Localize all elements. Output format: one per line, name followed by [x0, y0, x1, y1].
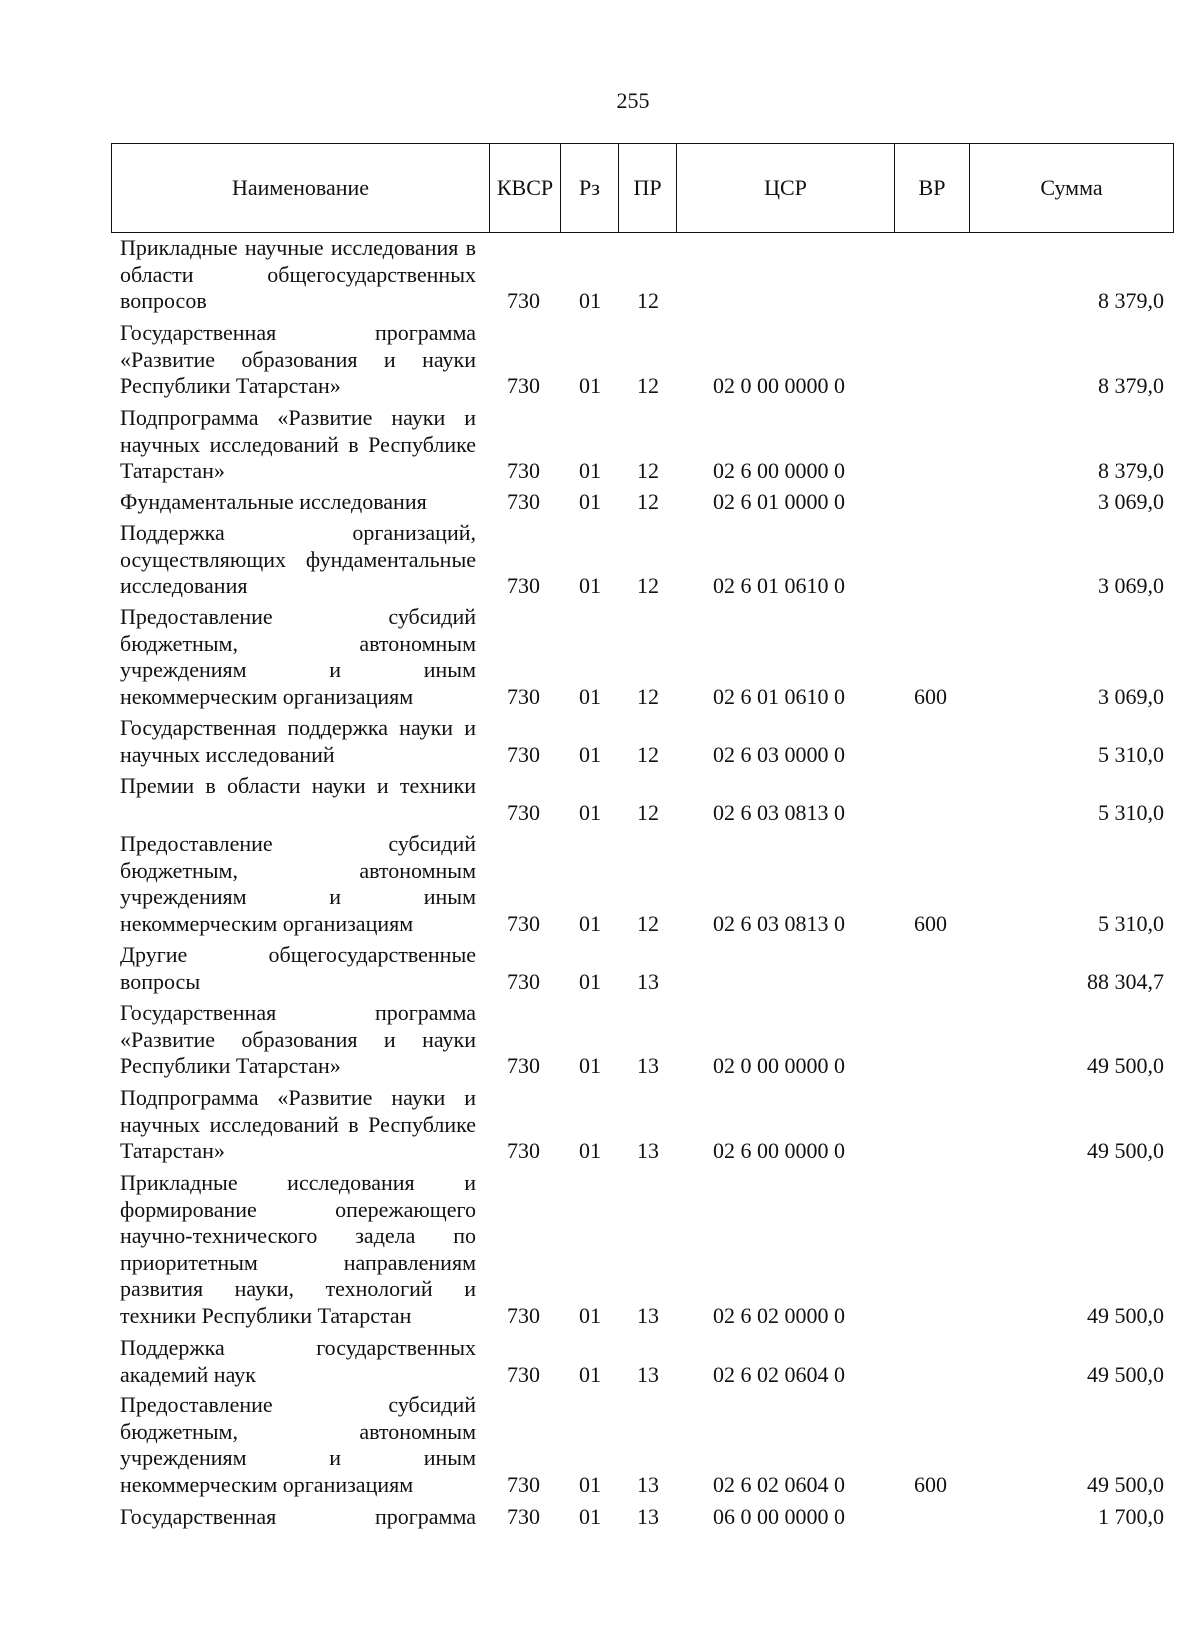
row-csr: 02 0 00 0000 0	[713, 373, 845, 398]
row-pr: 12	[637, 373, 659, 398]
row-rz: 01	[579, 684, 601, 709]
row-kvsr: 730	[507, 1138, 540, 1163]
row-pr: 13	[637, 1303, 659, 1328]
row-sum: 49 500,0	[1087, 1138, 1164, 1163]
row-rz: 01	[579, 742, 601, 767]
row-csr: 02 6 03 0813 0	[713, 911, 845, 936]
row-kvsr: 730	[507, 373, 540, 398]
row-name: Прикладные научные исследования в области общегосударственных вопросов	[120, 235, 476, 314]
row-pr: 12	[637, 742, 659, 767]
row-rz: 01	[579, 1472, 601, 1497]
row-vr: 600	[914, 684, 947, 709]
row-name: Государственная программа «Развитие образования и науки Республики Татарстан»	[120, 320, 476, 399]
row-sum: 3 069,0	[1098, 684, 1164, 709]
row-pr: 12	[637, 800, 659, 825]
row-name: Государственная программа «Развитие образования и науки Республики Татарстан»	[120, 1000, 476, 1079]
row-rz: 01	[579, 1053, 601, 1078]
row-name: Государственная программа	[120, 1504, 476, 1529]
row-sum: 3 069,0	[1098, 489, 1164, 514]
row-kvsr: 730	[507, 742, 540, 767]
row-pr: 12	[637, 458, 659, 483]
row-name: Государственная поддержка науки и научных исследований	[120, 715, 476, 767]
row-pr: 13	[637, 1472, 659, 1497]
row-kvsr: 730	[507, 1504, 540, 1529]
row-name: Подпрограмма «Развитие науки и научных исследований в Республике Татарстан»	[120, 405, 476, 484]
row-kvsr: 730	[507, 911, 540, 936]
row-csr: 02 0 00 0000 0	[713, 1053, 845, 1078]
row-pr: 13	[637, 1053, 659, 1078]
row-sum: 1 700,0	[1098, 1504, 1164, 1529]
row-name: Другие общегосударственные вопросы	[120, 942, 476, 994]
row-csr: 02 6 01 0000 0	[713, 489, 845, 514]
row-pr: 12	[637, 684, 659, 709]
row-kvsr: 730	[507, 458, 540, 483]
header-kvsr: КВСР	[490, 144, 561, 233]
row-csr: 02 6 02 0604 0	[713, 1472, 845, 1497]
row-rz: 01	[579, 911, 601, 936]
header-sum: Сумма	[970, 144, 1174, 233]
row-kvsr: 730	[507, 288, 540, 313]
row-sum: 49 500,0	[1087, 1362, 1164, 1387]
row-kvsr: 730	[507, 573, 540, 598]
row-kvsr: 730	[507, 800, 540, 825]
row-csr: 02 6 03 0000 0	[713, 742, 845, 767]
row-csr: 06 0 00 0000 0	[713, 1504, 845, 1529]
page-number: 255	[616, 88, 650, 113]
row-rz: 01	[579, 1303, 601, 1328]
row-rz: 01	[579, 800, 601, 825]
row-sum: 8 379,0	[1098, 458, 1164, 483]
row-name: Прикладные исследования и формирование опережающего научно-технического задела по приоритетным направлениям развития науки, технологий и техники Республики Татарстан	[120, 1170, 476, 1328]
row-sum: 5 310,0	[1098, 742, 1164, 767]
row-csr: 02 6 02 0000 0	[713, 1303, 845, 1328]
row-sum: 49 500,0	[1087, 1472, 1164, 1497]
row-kvsr: 730	[507, 1303, 540, 1328]
row-sum: 88 304,7	[1087, 969, 1164, 994]
row-sum: 5 310,0	[1098, 800, 1164, 825]
row-sum: 8 379,0	[1098, 288, 1164, 313]
row-name: Подпрограмма «Развитие науки и научных исследований в Республике Татарстан»	[120, 1085, 476, 1164]
header-name: Наименование	[112, 144, 490, 233]
row-pr: 13	[637, 969, 659, 994]
row-pr: 12	[637, 911, 659, 936]
row-sum: 8 379,0	[1098, 373, 1164, 398]
row-name: Поддержка государственных академий наук	[120, 1335, 476, 1387]
row-sum: 49 500,0	[1087, 1303, 1164, 1328]
row-rz: 01	[579, 573, 601, 598]
row-csr: 02 6 00 0000 0	[713, 1138, 845, 1163]
row-kvsr: 730	[507, 489, 540, 514]
row-kvsr: 730	[507, 1472, 540, 1497]
header-pr: ПР	[619, 144, 677, 233]
row-kvsr: 730	[507, 1053, 540, 1078]
row-rz: 01	[579, 1504, 601, 1529]
header-rz: Рз	[561, 144, 619, 233]
row-vr: 600	[914, 911, 947, 936]
row-csr: 02 6 00 0000 0	[713, 458, 845, 483]
row-pr: 12	[637, 288, 659, 313]
row-kvsr: 730	[507, 1362, 540, 1387]
row-rz: 01	[579, 969, 601, 994]
row-name: Поддержка организаций, осуществляющих фундаментальные исследования	[120, 520, 476, 599]
row-rz: 01	[579, 458, 601, 483]
row-name: Фундаментальные исследования	[120, 489, 427, 514]
row-sum: 5 310,0	[1098, 911, 1164, 936]
row-csr: 02 6 03 0813 0	[713, 800, 845, 825]
row-pr: 13	[637, 1138, 659, 1163]
row-kvsr: 730	[507, 969, 540, 994]
row-name: Предоставление субсидий бюджетным, автономным учреждениям и иным некоммерческим организациям	[120, 831, 476, 936]
row-csr: 02 6 01 0610 0	[713, 573, 845, 598]
row-pr: 12	[637, 573, 659, 598]
row-kvsr: 730	[507, 684, 540, 709]
row-name	[120, 773, 476, 800]
row-name: Предоставление субсидий бюджетным, автономным учреждениям и иным некоммерческим организациям	[120, 604, 476, 709]
row-pr: 13	[637, 1504, 659, 1529]
header-vr: ВР	[895, 144, 970, 233]
row-sum: 3 069,0	[1098, 573, 1164, 598]
row-name: Предоставление субсидий бюджетным, автономным учреждениям и иным некоммерческим организациям	[120, 1392, 476, 1497]
row-rz: 01	[579, 373, 601, 398]
header-csr: ЦСР	[677, 144, 895, 233]
row-vr: 600	[914, 1472, 947, 1497]
row-name-text: Премии в области науки и техники	[120, 773, 476, 798]
row-pr: 13	[637, 1362, 659, 1387]
row-rz: 01	[579, 1362, 601, 1387]
row-rz: 01	[579, 489, 601, 514]
row-sum: 49 500,0	[1087, 1053, 1164, 1078]
row-csr: 02 6 01 0610 0	[713, 684, 845, 709]
row-rz: 01	[579, 1138, 601, 1163]
row-csr: 02 6 02 0604 0	[713, 1362, 845, 1387]
row-rz: 01	[579, 288, 601, 313]
row-pr: 12	[637, 489, 659, 514]
